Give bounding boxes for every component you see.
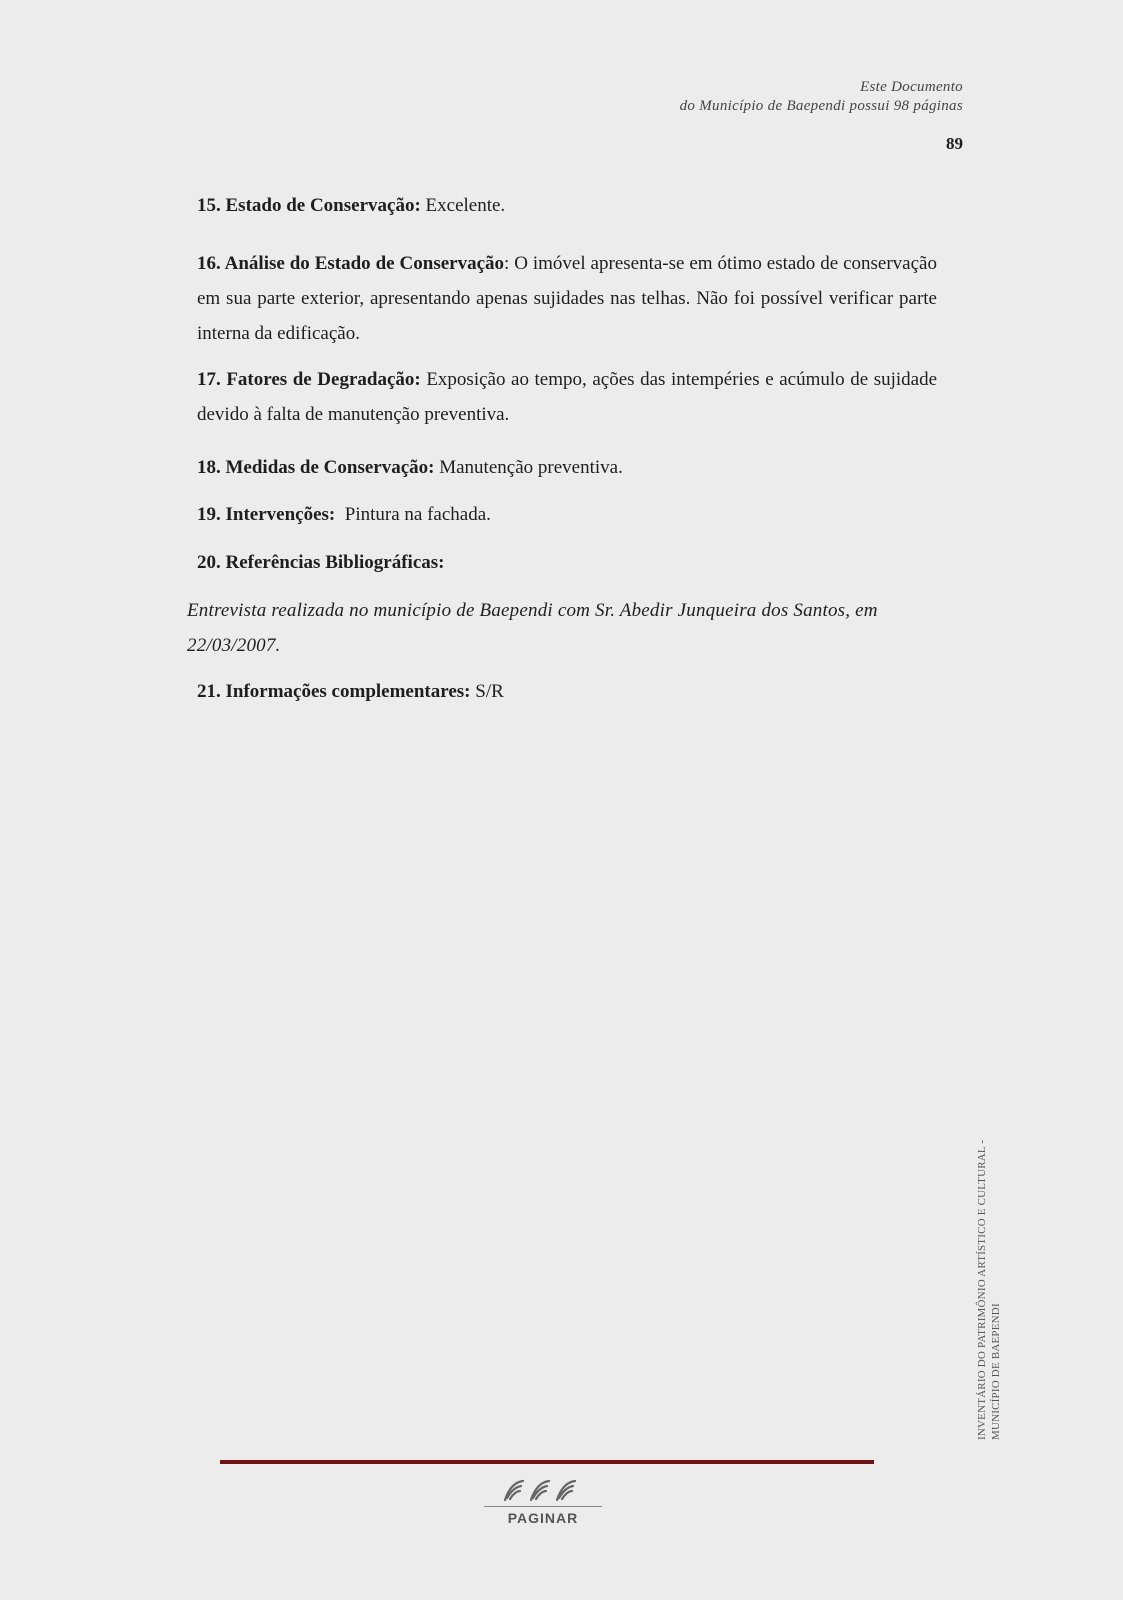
bibliographic-reference: Entrevista realizada no município de Baependi com Sr. Abedir Junqueira dos Santos, em 22/03/2007. [187,600,878,656]
section-18-text: Manutenção preventiva. [439,457,623,478]
section-16-text: : O imóvel apresenta-se em ótimo estado de conservação em sua parte exterior, apresentando apenas sujidades nas telhas. Não foi possível verificar parte interna da edificação. [197,253,937,344]
paginar-logo-icon [501,1478,585,1504]
section-19-text: Pintura na fachada. [344,504,491,525]
page-number: 89 [946,134,963,153]
section-18 [197,450,937,485]
section-16-label: 16. Análise do Estado de Conservação [197,253,505,274]
header-line-1: Este Documento [860,79,963,95]
side-text-line-2: MUNICÍPIO DE BAEPENDI [990,1303,1002,1440]
section-21 [197,674,937,709]
footer-rule [220,1460,874,1464]
paginar-logo [484,1478,602,1526]
section-15-text: Excelente. [425,195,506,216]
section-17 [197,362,937,432]
logo-text: PAGINAR [507,1510,579,1526]
side-text-line-1: INVENTÁRIO DO PATRIMÔNIO ARTÍSTICO E CULTURAL - [976,1139,988,1440]
document-header [680,78,963,116]
section-19 [197,497,937,532]
section-20 [197,545,937,580]
section-17-label: 17. Fatores de Degradação: [197,369,421,390]
section-16 [197,246,937,351]
section-21-label: 21. Informações complementares: [197,681,471,702]
section-21-text: S/R [475,681,504,702]
header-line-2: do Município de Baependi possui 98 páginas [679,98,963,114]
section-15 [197,188,937,223]
section-17-text: Exposição ao tempo, ações das intempéries e acúmulo de sujidade devido à falta de manutenção preventiva. [197,369,938,425]
section-15-label: 15. Estado de Conservação: [197,195,421,216]
side-inventory-text [975,1140,1003,1440]
section-19-label: 19. Intervenções: [197,504,336,525]
section-20-label: 20. Referências Bibliográficas: [197,552,445,573]
logo-divider [484,1506,602,1507]
section-18-label: 18. Medidas de Conservação: [197,457,435,478]
